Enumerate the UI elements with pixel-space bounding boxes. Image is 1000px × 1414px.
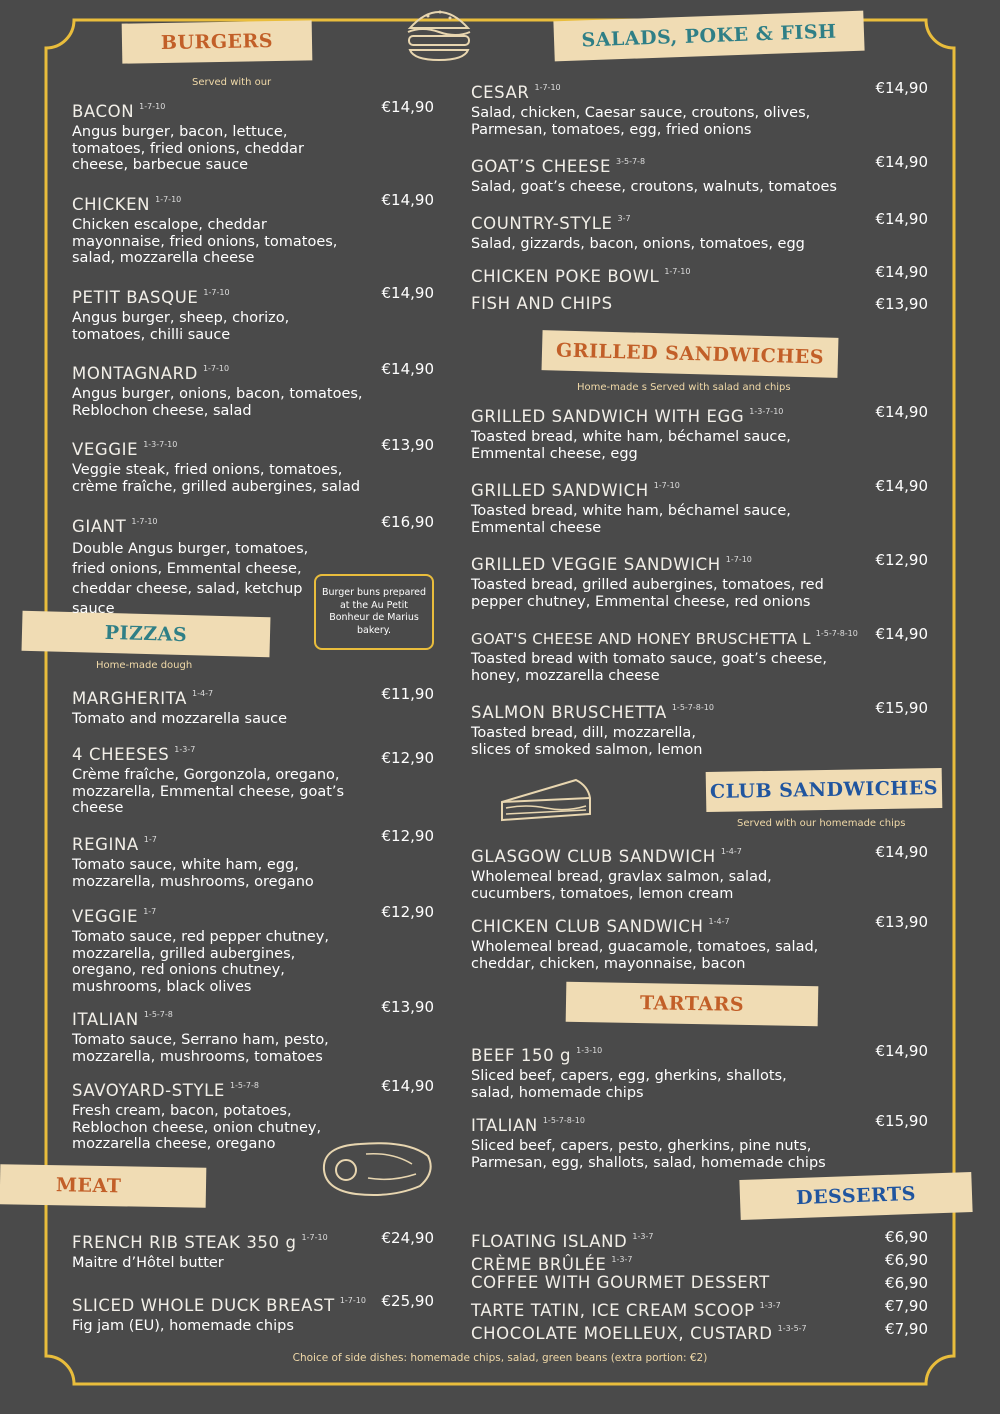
menu-item-grilled-sandwich-egg	[471, 402, 928, 462]
item-price: €14,90	[381, 98, 434, 116]
item-name: CHICKEN POKE BOWL $^{1-7-10}$	[471, 267, 691, 286]
item-name: COUNTRY-STYLE $^{3-7}$	[471, 214, 631, 233]
salads-banner: SALADS, POKE & FISH	[553, 11, 864, 62]
item-price: €14,90	[381, 1077, 434, 1095]
bakery-note: Burger buns prepared at the Au Petit Bonheur de Marius bakery.	[314, 574, 434, 650]
item-description: Wholemeal bread, gravlax salmon, salad, cucumbers, tomatoes, lemon cream	[471, 869, 772, 902]
grilled-banner: GRILLED SANDWICHES	[542, 330, 839, 378]
item-name: BACON $^{1-7-10}$	[72, 102, 166, 121]
item-name: GRILLED SANDWICH $^{1-7-10}$	[471, 481, 680, 500]
item-description: Sliced beef, capers, pesto, gherkins, pine nuts, Parmesan, egg, shallots, salad, homemade chips	[471, 1138, 826, 1171]
meat-banner: MEAT	[0, 1164, 206, 1208]
pizzas-banner: PIZZAS	[22, 611, 271, 657]
menu-item-bacon	[72, 97, 434, 174]
item-description: Tomato sauce, white ham, egg, mozzarella, mushrooms, oregano	[72, 857, 314, 890]
item-name: GLASGOW CLUB SANDWICH $^{1-4-7}$	[471, 847, 742, 866]
item-name: GOAT’S CHEESE $^{3-5-7-8}$	[471, 157, 646, 176]
item-name: TARTE TATIN, ICE CREAM SCOOP $^{1-3-7}$	[471, 1301, 781, 1320]
dessert-coffee-gourmet	[471, 1273, 928, 1293]
item-description: Fig jam (EU), homemade chips	[72, 1318, 294, 1334]
item-description: Toasted bread, white ham, béchamel sauce, Emmental cheese, egg	[471, 429, 791, 462]
item-name: GRILLED SANDWICH WITH EGG $^{1-3-7-10}$	[471, 407, 784, 426]
menu-item-goats-cheese-salad	[471, 152, 928, 196]
item-description: Toasted bread, dill, mozzarella, slices of smoked salmon, lemon	[471, 725, 703, 758]
item-name: CHICKEN $^{1-7-10}$	[72, 195, 182, 214]
grilled-subtitle: Home-made s Served with salad and chips	[577, 382, 791, 393]
item-name: FISH AND CHIPS	[471, 294, 613, 313]
item-name: COFFEE WITH GOURMET DESSERT	[471, 1273, 770, 1292]
item-price: €14,90	[875, 263, 928, 281]
burgers-banner: BURGERS	[122, 20, 313, 63]
item-name: SLICED WHOLE DUCK BREAST $^{1-7-10}$	[72, 1296, 366, 1315]
item-description: Salad, goat’s cheese, croutons, walnuts, tomatoes	[471, 179, 837, 195]
item-description: Sliced beef, capers, egg, gherkins, shallots, salad, homemade chips	[471, 1068, 787, 1101]
item-description: Salad, gizzards, bacon, onions, tomatoes, egg	[471, 236, 805, 252]
item-price: €13,90	[381, 998, 434, 1016]
item-price: €14,90	[875, 477, 928, 495]
menu-item-veggie-pizza	[72, 902, 434, 995]
item-description: Wholemeal bread, guacamole, tomatoes, salad, cheddar, chicken, mayonnaise, bacon	[471, 939, 819, 972]
item-price: €15,90	[875, 1112, 928, 1130]
menu-item-goats-cheese-bruschetta	[471, 624, 928, 684]
item-name: REGINA $^{1-7}$	[72, 835, 157, 854]
item-name: GOAT'S CHEESE AND HONEY BRUSCHETTA L $^{1-5-7-8-10}$	[471, 629, 858, 648]
dessert-tarte-tatin	[471, 1296, 928, 1321]
item-description: Angus burger, sheep, chorizo, tomatoes, chilli sauce	[72, 310, 290, 343]
item-price: €6,90	[885, 1251, 928, 1269]
item-description: Toasted bread with tomato sauce, goat’s cheese, honey, mozzarella cheese	[471, 651, 827, 684]
item-price: €14,90	[381, 360, 434, 378]
item-description: Chicken escalope, cheddar mayonnaise, fried onions, tomatoes, salad, mozzarella cheese	[72, 217, 338, 266]
item-price: €12,90	[381, 749, 434, 767]
item-price: €12,90	[381, 903, 434, 921]
menu-item-italian-pizza	[72, 998, 434, 1065]
menu-item-giant	[72, 512, 434, 619]
desserts-banner: DESSERTS	[739, 1172, 972, 1220]
item-name: VEGGIE $^{1-7}$	[72, 907, 157, 926]
item-price: €24,90	[381, 1229, 434, 1247]
menu-item-chicken	[72, 190, 434, 267]
item-price: €14,90	[381, 191, 434, 209]
item-price: €7,90	[885, 1297, 928, 1315]
item-price: €15,90	[875, 699, 928, 717]
menu-item-fish-and-chips	[471, 294, 928, 314]
item-name: FLOATING ISLAND $^{1-3-7}$	[471, 1232, 654, 1251]
dessert-chocolate-moelleux	[471, 1319, 928, 1344]
item-description: Tomato sauce, red pepper chutney, mozzarella, grilled aubergines, oregano, red onions chutney, mushrooms, black olives	[72, 929, 329, 995]
item-name: CHICKEN CLUB SANDWICH $^{1-4-7}$	[471, 917, 730, 936]
item-price: €13,90	[875, 295, 928, 313]
item-name: CESAR $^{1-7-10}$	[471, 83, 561, 102]
item-description: Tomato and mozzarella sauce	[72, 711, 288, 727]
side-dishes-footer: Choice of side dishes: homemade chips, salad, green beans (extra portion: €2)	[292, 1352, 708, 1364]
item-name: FRENCH RIB STEAK 350 g $^{1-7-10}$	[72, 1233, 328, 1252]
menu-item-montagnard	[72, 359, 434, 419]
item-price: €14,90	[875, 625, 928, 643]
tartars-banner: TARTARS	[566, 982, 819, 1026]
menu-item-4-cheeses	[72, 740, 434, 817]
item-name: ITALIAN $^{1-5-7-8-10}$	[471, 1116, 585, 1135]
item-name: SAVOYARD-STYLE $^{1-5-7-8}$	[72, 1081, 259, 1100]
item-description: Tomato sauce, Serrano ham, pesto, mozzarella, mushrooms, tomatoes	[72, 1032, 329, 1065]
item-name: 4 CHEESES $^{1-3-7}$	[72, 745, 196, 764]
item-price: €14,90	[875, 210, 928, 228]
item-name: MONTAGNARD $^{1-7-10}$	[72, 364, 230, 383]
item-price: €25,90	[381, 1292, 434, 1310]
item-name: SALMON BRUSCHETTA $^{1-5-7-8-10}$	[471, 703, 714, 722]
menu-item-petit-basque	[72, 283, 434, 343]
club-subtitle: Served with our homemade chips	[737, 818, 906, 829]
menu-item-margherita	[72, 684, 434, 728]
item-description: Salad, chicken, Caesar sauce, croutons, olives, Parmesan, tomatoes, egg, fried onions	[471, 105, 811, 138]
pizzas-subtitle: Home-made dough	[96, 660, 193, 671]
menu-item-italian-tartar	[471, 1111, 928, 1171]
item-name: VEGGIE $^{1-3-7-10}$	[72, 440, 178, 459]
item-description: Double Angus burger, tomatoes, fried onions, Emmental cheese, cheddar cheese, salad, ketchup sauce	[72, 541, 309, 617]
item-description: Maitre d’Hôtel butter	[72, 1255, 224, 1271]
item-price: €14,90	[875, 1042, 928, 1060]
menu-item-regina	[72, 827, 434, 890]
burgers-subtitle: Served with our	[192, 77, 272, 88]
item-price: €13,90	[875, 913, 928, 931]
item-name: MARGHERITA $^{1-4-7}$	[72, 689, 214, 708]
item-description: Toasted bread, grilled aubergines, tomatoes, red pepper chutney, Emmental cheese, red onions	[471, 577, 824, 610]
item-description: Toasted bread, white ham, béchamel sauce, Emmental cheese	[471, 503, 791, 536]
menu-item-rib-steak	[72, 1228, 434, 1272]
menu-item-chicken-poke-bowl	[471, 262, 928, 287]
item-price: €14,90	[875, 403, 928, 421]
menu-item-country-style	[471, 209, 928, 253]
item-name: GIANT $^{1-7-10}$	[72, 517, 158, 536]
item-price: €12,90	[381, 827, 434, 845]
item-description: Veggie steak, fried onions, tomatoes, crème fraîche, grilled aubergines, salad	[72, 462, 361, 495]
item-price: €7,90	[885, 1320, 928, 1338]
item-price: €14,90	[875, 79, 928, 97]
item-price: €6,90	[885, 1228, 928, 1246]
item-price: €14,90	[875, 843, 928, 861]
dessert-floating-island	[471, 1227, 928, 1252]
menu-item-glasgow-club	[471, 842, 928, 902]
item-name: CHOCOLATE MOELLEUX, CUSTARD $^{1-3-5-7}$	[471, 1324, 807, 1343]
item-price: €16,90	[381, 513, 434, 531]
menu-item-chicken-club	[471, 912, 928, 972]
menu-item-beef-tartar	[471, 1041, 928, 1101]
dessert-creme-brulee	[471, 1250, 928, 1275]
item-name: PETIT BASQUE $^{1-7-10}$	[72, 288, 230, 307]
item-description: Fresh cream, bacon, potatoes, Reblochon cheese, onion chutney, mozzarella cheese, oregano	[72, 1103, 322, 1152]
item-description: Crème fraîche, Gorgonzola, oregano, mozzarella, Emmental cheese, goat’s cheese	[72, 767, 345, 816]
item-name: ITALIAN $^{1-5-7-8}$	[72, 1010, 173, 1029]
item-name: BEEF 150 g $^{1-3-10}$	[471, 1046, 603, 1065]
item-price: €13,90	[381, 436, 434, 454]
menu-item-salmon-bruschetta	[471, 698, 928, 758]
club-banner: CLUB SANDWICHES	[706, 768, 943, 812]
item-name: GRILLED VEGGIE SANDWICH $^{1-7-10}$	[471, 555, 752, 574]
item-price: €12,90	[875, 551, 928, 569]
item-name: CRÈME BRÛLÉE $^{1-3-7}$	[471, 1255, 633, 1274]
item-price: €6,90	[885, 1274, 928, 1292]
item-description: Angus burger, onions, bacon, tomatoes, Reblochon cheese, salad	[72, 386, 363, 419]
item-price: €14,90	[381, 284, 434, 302]
menu-item-grilled-sandwich	[471, 476, 928, 536]
item-price: €14,90	[875, 153, 928, 171]
menu-item-grilled-veggie-sandwich	[471, 550, 928, 610]
menu-item-savoyard	[72, 1076, 434, 1153]
item-description: Angus burger, bacon, lettuce, tomatoes, fried onions, cheddar cheese, barbecue sauce	[72, 124, 304, 173]
menu-item-duck-breast	[72, 1291, 434, 1335]
menu-item-cesar	[471, 78, 928, 138]
item-price: €11,90	[381, 685, 434, 703]
menu-item-veggie-burger	[72, 435, 434, 495]
